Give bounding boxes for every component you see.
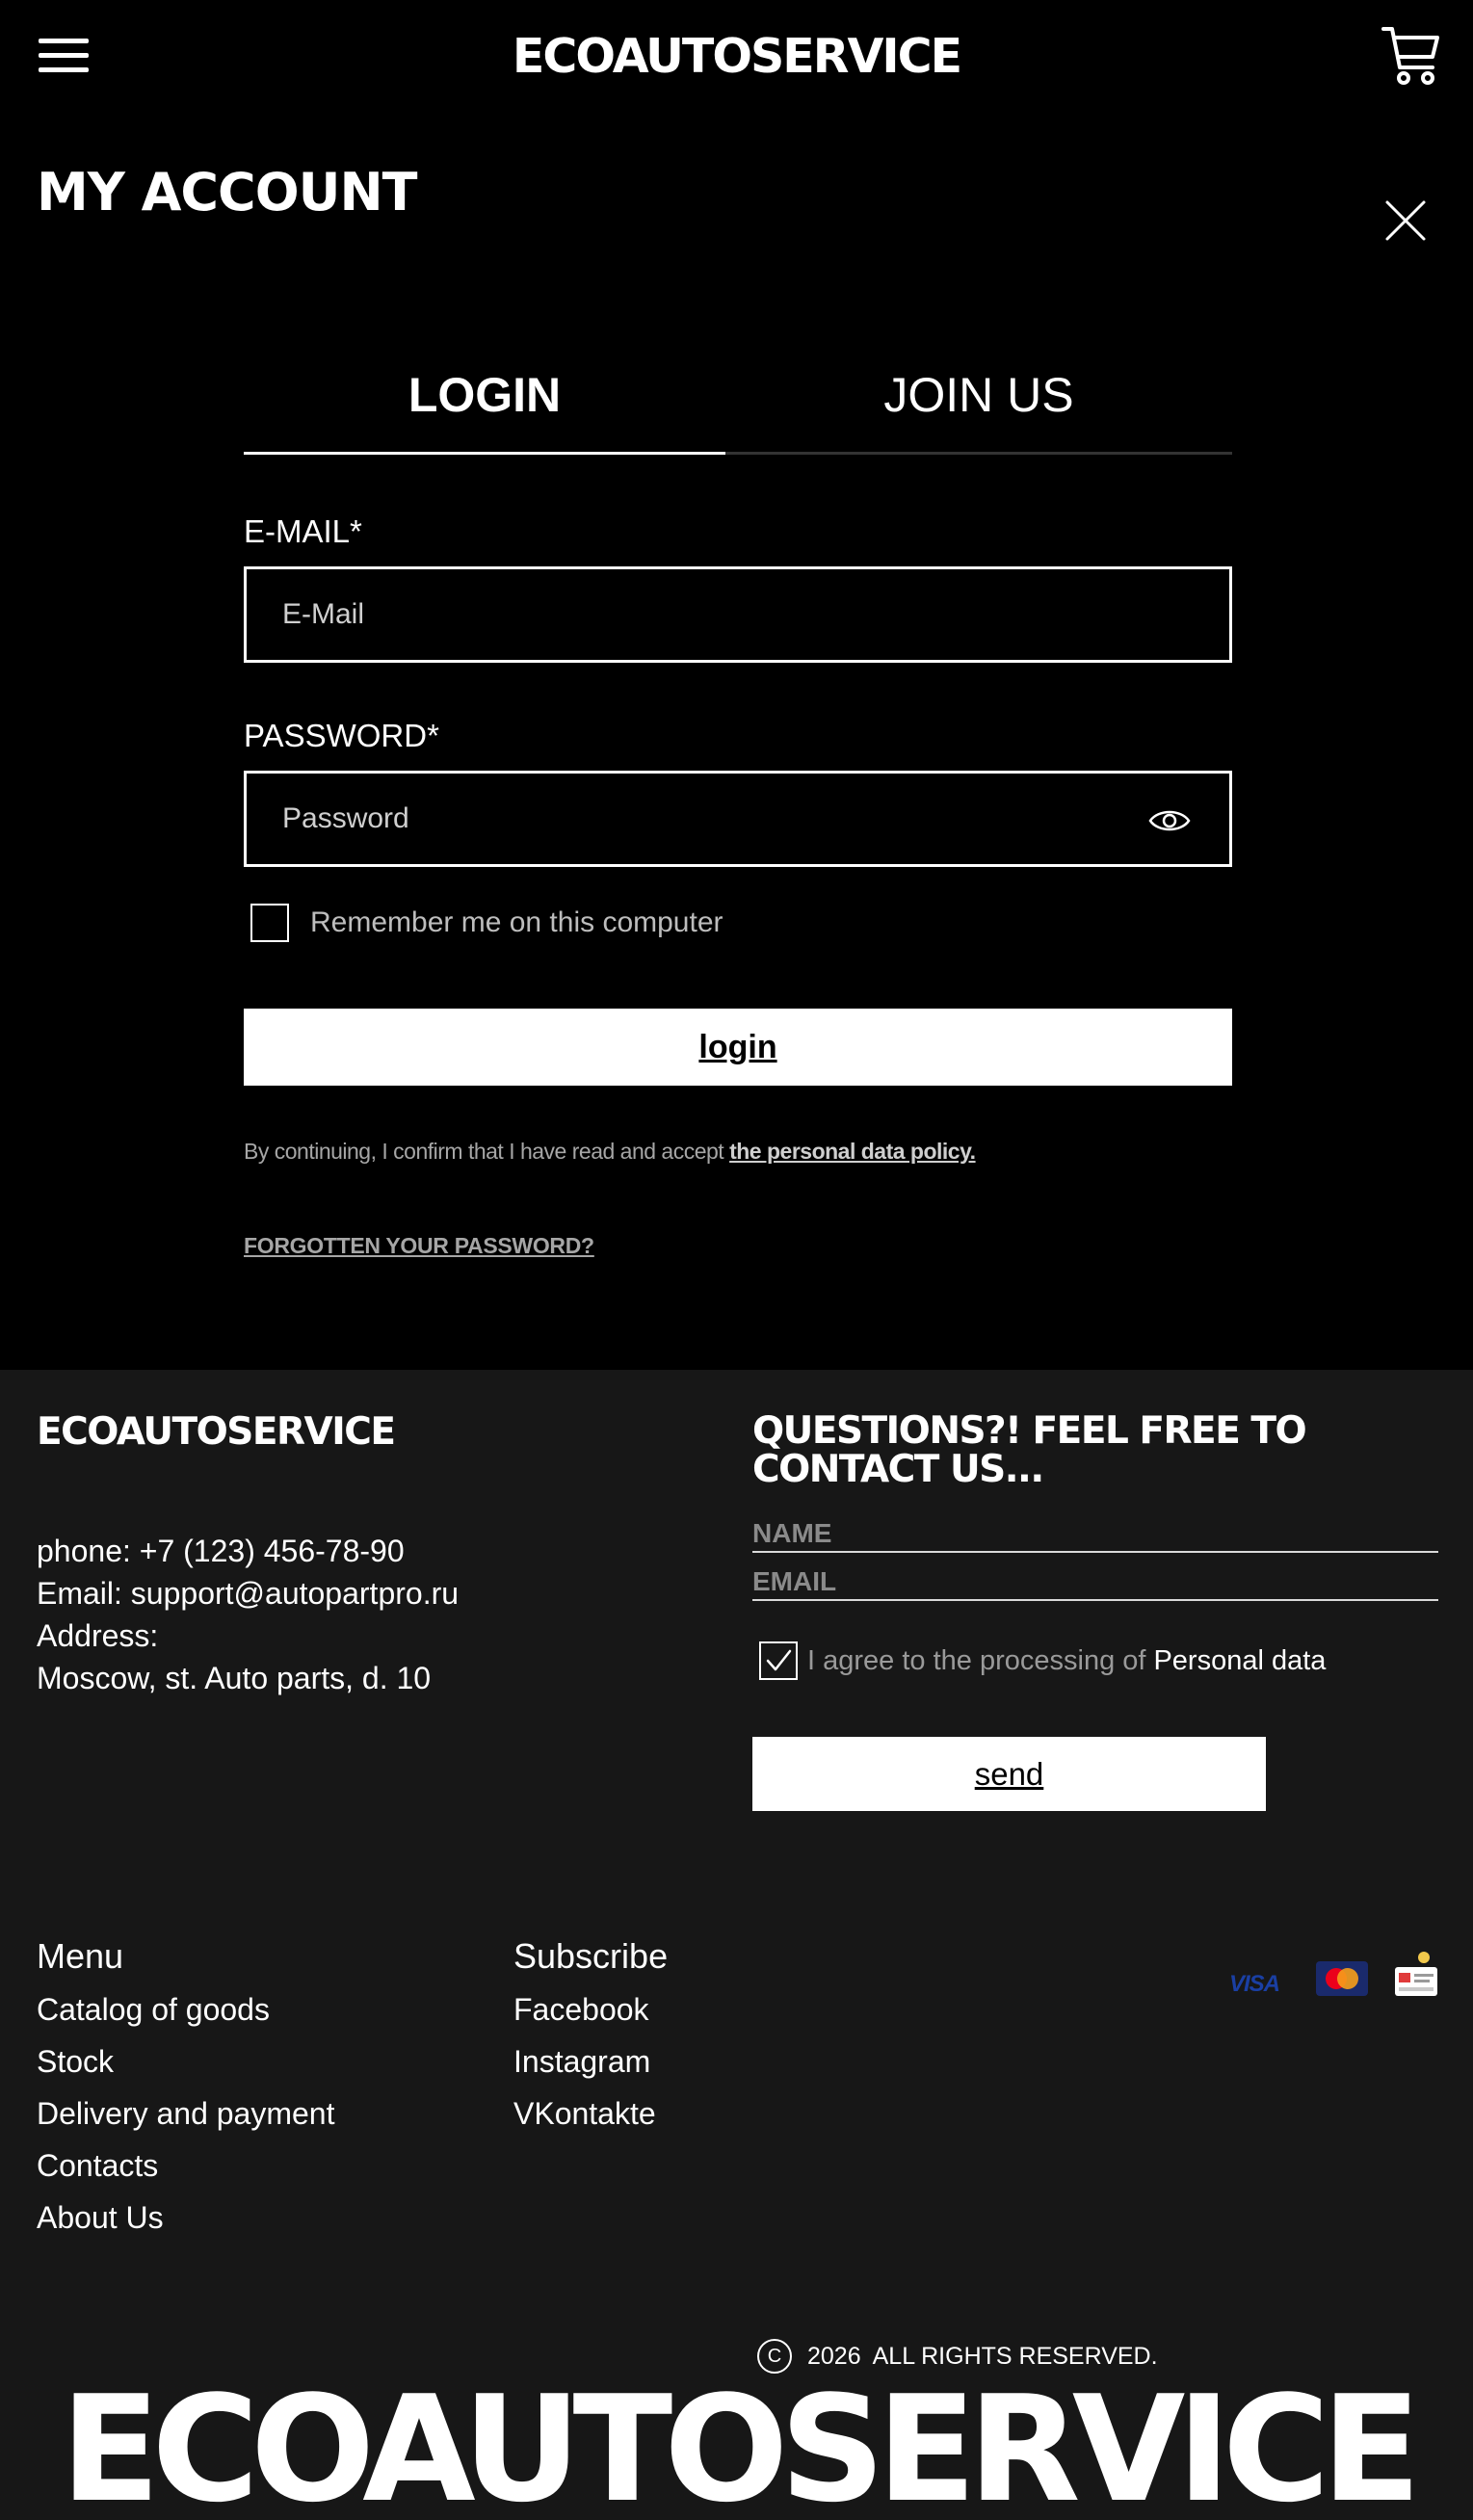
social-link-facebook[interactable]: Facebook xyxy=(513,1992,649,2027)
menu-item-delivery[interactable]: Delivery and payment xyxy=(37,2096,335,2131)
copyright-year: 2026 xyxy=(807,2342,861,2370)
login-button[interactable]: login xyxy=(244,1009,1232,1086)
email-text[interactable]: Email: support@autopartpro.ru xyxy=(37,1576,460,1611)
name-field[interactable] xyxy=(752,1516,1438,1551)
password-field[interactable] xyxy=(247,774,1229,864)
email-label: E-MAIL* xyxy=(244,513,362,549)
forgot-password-link[interactable]: FORGOTTEN YOUR PASSWORD? xyxy=(244,1233,594,1258)
menu-item-stock[interactable]: Stock xyxy=(37,2044,115,2079)
email-field-box xyxy=(244,566,1232,663)
page-title: MY ACCOUNT xyxy=(37,162,417,223)
address-label: Address: xyxy=(37,1618,159,1653)
menu-item-about[interactable]: About Us xyxy=(37,2200,164,2235)
mastercard-icon xyxy=(1316,1957,1368,2000)
footer-email-field[interactable] xyxy=(752,1564,1438,1599)
consent-text: I agree to the processing of xyxy=(807,1644,1146,1676)
menu-item-contacts[interactable]: Contacts xyxy=(37,2148,159,2183)
consent-checkbox[interactable] xyxy=(759,1641,798,1680)
close-icon[interactable] xyxy=(1383,198,1428,243)
policy-note xyxy=(244,1139,976,1165)
consent-row[interactable] xyxy=(759,1641,1326,1680)
social-link-instagram[interactable]: Instagram xyxy=(513,2044,651,2079)
contact-form-title: QUESTIONS?! FEEL FREE TO CONTACT US... xyxy=(752,1409,1306,1491)
remember-checkbox[interactable] xyxy=(250,904,289,942)
footer-big-logo: ECOAUTOSERVICE xyxy=(60,2364,1413,2520)
phone-text[interactable]: phone: +7 (123) 456-78-90 xyxy=(37,1534,405,1568)
site-logo[interactable]: ECOAUTOSERVICE xyxy=(512,29,961,84)
send-button[interactable]: send xyxy=(752,1737,1266,1811)
footer-email-field-box xyxy=(752,1564,1438,1601)
footer-logo[interactable]: ECOAUTOSERVICE xyxy=(37,1410,395,1454)
address-text: Moscow, st. Auto parts, d. 10 xyxy=(37,1661,432,1695)
auth-tabs xyxy=(244,356,1232,455)
remember-label: Remember me on this computer xyxy=(310,906,723,938)
bank-card-icon xyxy=(1393,1950,1439,2000)
contact-info xyxy=(37,1530,459,1699)
copyright-text: ALL RIGHTS RESERVED. xyxy=(872,2342,1158,2370)
subscribe-heading: Subscribe xyxy=(513,1936,669,1976)
footer xyxy=(0,1370,1473,2520)
social-link-vkontakte[interactable]: VKontakte xyxy=(513,2096,656,2131)
cart-icon[interactable] xyxy=(1381,25,1441,87)
eye-icon[interactable] xyxy=(1148,806,1191,835)
name-field-box xyxy=(752,1516,1438,1553)
remember-me[interactable] xyxy=(250,904,723,942)
copyright-icon: C xyxy=(757,2339,792,2374)
password-label: PASSWORD* xyxy=(244,718,439,753)
visa-logo: VISA xyxy=(1229,1971,1280,1997)
menu-heading: Menu xyxy=(37,1936,124,1976)
tab-join-us[interactable]: JOIN US xyxy=(725,356,1232,455)
password-field-box xyxy=(244,771,1232,867)
email-field[interactable] xyxy=(247,569,1229,660)
header xyxy=(0,0,1473,116)
check-icon xyxy=(761,1643,796,1678)
tab-login[interactable]: LOGIN xyxy=(244,356,725,455)
menu-item-catalog[interactable]: Catalog of goods xyxy=(37,1992,270,2027)
policy-text: By continuing, I confirm that I have read and accept xyxy=(244,1139,724,1164)
personal-data-link[interactable]: Personal data xyxy=(1153,1644,1327,1676)
policy-link[interactable]: the personal data policy. xyxy=(729,1139,976,1164)
